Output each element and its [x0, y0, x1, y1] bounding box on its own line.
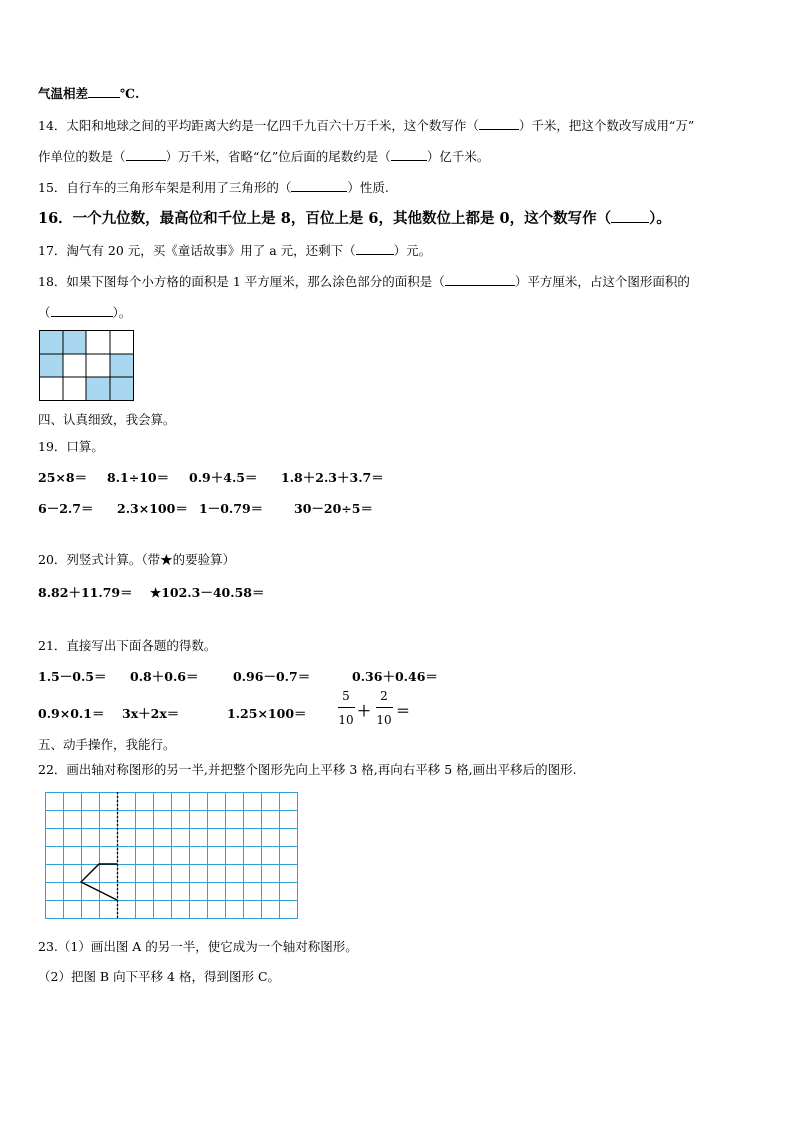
shaded-cell: [39, 330, 63, 354]
fraction-denominator: 10: [338, 713, 354, 727]
q14-text-a: 14．太阳和地球之间的平均距离大约是一亿四千九百六十万千米，这个数写作（: [38, 118, 479, 133]
q23-line1: 23.（1）画出图 A 的另一半，使它成为一个轴对称图形。: [38, 939, 358, 954]
q19-item: 1.8＋2.3＋3.7＝: [281, 470, 384, 485]
shaded-cell: [110, 377, 134, 401]
answer-blank[interactable]: [356, 254, 394, 255]
q13-tail: [38, 84, 139, 102]
q21-title: 21．直接写出下面各题的得数。: [38, 638, 217, 653]
q18-line2: [38, 303, 131, 321]
q19-item: 30－20÷5＝: [294, 501, 373, 516]
q15-text-b: ）性质.: [347, 180, 389, 195]
q14-text-c: 作单位的数是（: [38, 149, 126, 164]
q18-text-a: 18．如果下图每个小方格的面积是 1 平方厘米，那么涂色部分的面积是（: [38, 274, 445, 289]
q16-text-a: 16．一个九位数，最高位和千位上是 8，百位上是 6，其他数位上都是 0，这个数写作（: [38, 210, 612, 227]
q17-text-a: 17．淘气有 20 元，买《童话故事》用了 a 元，还剩下（: [38, 243, 356, 258]
plus-sign: ＋: [357, 704, 371, 720]
fraction-bar: [376, 707, 393, 708]
shaded-cell: [39, 354, 63, 377]
shaded-grid-figure: [39, 330, 135, 402]
q21-item: 1.25×100＝: [227, 706, 307, 721]
q21-item: 0.36＋0.46＝: [352, 669, 438, 684]
fraction-numerator: 2: [380, 689, 388, 703]
q19-item: 25×8＝: [38, 470, 88, 485]
q17: [38, 241, 431, 259]
q20-item: 8.82＋11.79＝: [38, 585, 133, 600]
q19-item: 8.1÷10＝: [107, 470, 170, 485]
section-5-heading: 五、动手操作，我能行。: [38, 737, 176, 752]
q16: [38, 207, 671, 228]
answer-blank[interactable]: [479, 129, 519, 130]
q18-text-b: ）平方厘米，占这个图形面积的: [514, 274, 690, 289]
shaded-cell: [63, 330, 86, 354]
q18-text-c: （: [38, 305, 51, 320]
q19-item: 6－2.7＝: [38, 501, 94, 516]
answer-blank[interactable]: [291, 191, 347, 192]
drawing-grid[interactable]: [45, 792, 300, 920]
fraction-numerator: 5: [342, 689, 350, 703]
q15-text-a: 15．自行车的三角形车架是利用了三角形的（: [38, 180, 292, 195]
q18-text-d: ）。: [112, 305, 132, 320]
q19-title: 19．口算。: [38, 439, 104, 454]
fraction-bar: [338, 707, 355, 708]
q22-text: 22．画出轴对称图形的另一半,并把整个图形先向上平移 3 格,再向右平移 5 格,画出平移后的图形.: [38, 762, 577, 777]
q21-item: 3x＋2x＝: [122, 706, 180, 721]
shaded-cell: [86, 377, 110, 401]
q14-text-b: ）千米，把这个数改写成用“万”: [518, 118, 695, 133]
answer-blank[interactable]: [611, 222, 649, 223]
q14-line2: [38, 147, 489, 165]
q23-line2: （2）把图 B 向下平移 4 格，得到图形 C。: [38, 969, 281, 984]
q14-text-e: ）亿千米。: [426, 149, 490, 164]
q14-text-d: ）万千米，省略“亿”位后面的尾数约是（: [165, 149, 391, 164]
q16-text-b: ）。: [649, 210, 671, 227]
q19-item: 2.3×100＝: [117, 501, 188, 516]
shaded-cell: [110, 354, 134, 377]
answer-blank[interactable]: [126, 160, 166, 161]
q15: [38, 178, 389, 196]
q21-item: 1.5－0.5＝: [38, 669, 107, 684]
q18-line1: [38, 272, 690, 290]
answer-blank[interactable]: [445, 285, 515, 286]
answer-blank[interactable]: [51, 316, 113, 317]
q19-item: 0.9＋4.5＝: [189, 470, 258, 485]
q13-unit: ℃.: [120, 86, 140, 101]
q21-item: 0.8＋0.6＝: [130, 669, 199, 684]
q21-item: 0.96－0.7＝: [233, 669, 311, 684]
q20-title: 20．列竖式计算。（带★的要验算）: [38, 552, 236, 567]
answer-blank[interactable]: [88, 97, 120, 98]
q17-text-b: ）元。: [393, 243, 432, 258]
q19-item: 1－0.79＝: [199, 501, 264, 516]
section-4-heading: 四、认真细致，我会算。: [38, 412, 176, 427]
q21-item: 0.9×0.1＝: [38, 706, 105, 721]
answer-blank[interactable]: [391, 160, 427, 161]
equals-sign: ＝: [396, 704, 410, 720]
q13-text: 气温相差: [38, 86, 89, 101]
fraction-denominator: 10: [376, 713, 392, 727]
q20-item: ★102.3－40.58＝: [150, 585, 265, 600]
grid-lines: [45, 792, 298, 919]
q14-line1: [38, 116, 694, 134]
